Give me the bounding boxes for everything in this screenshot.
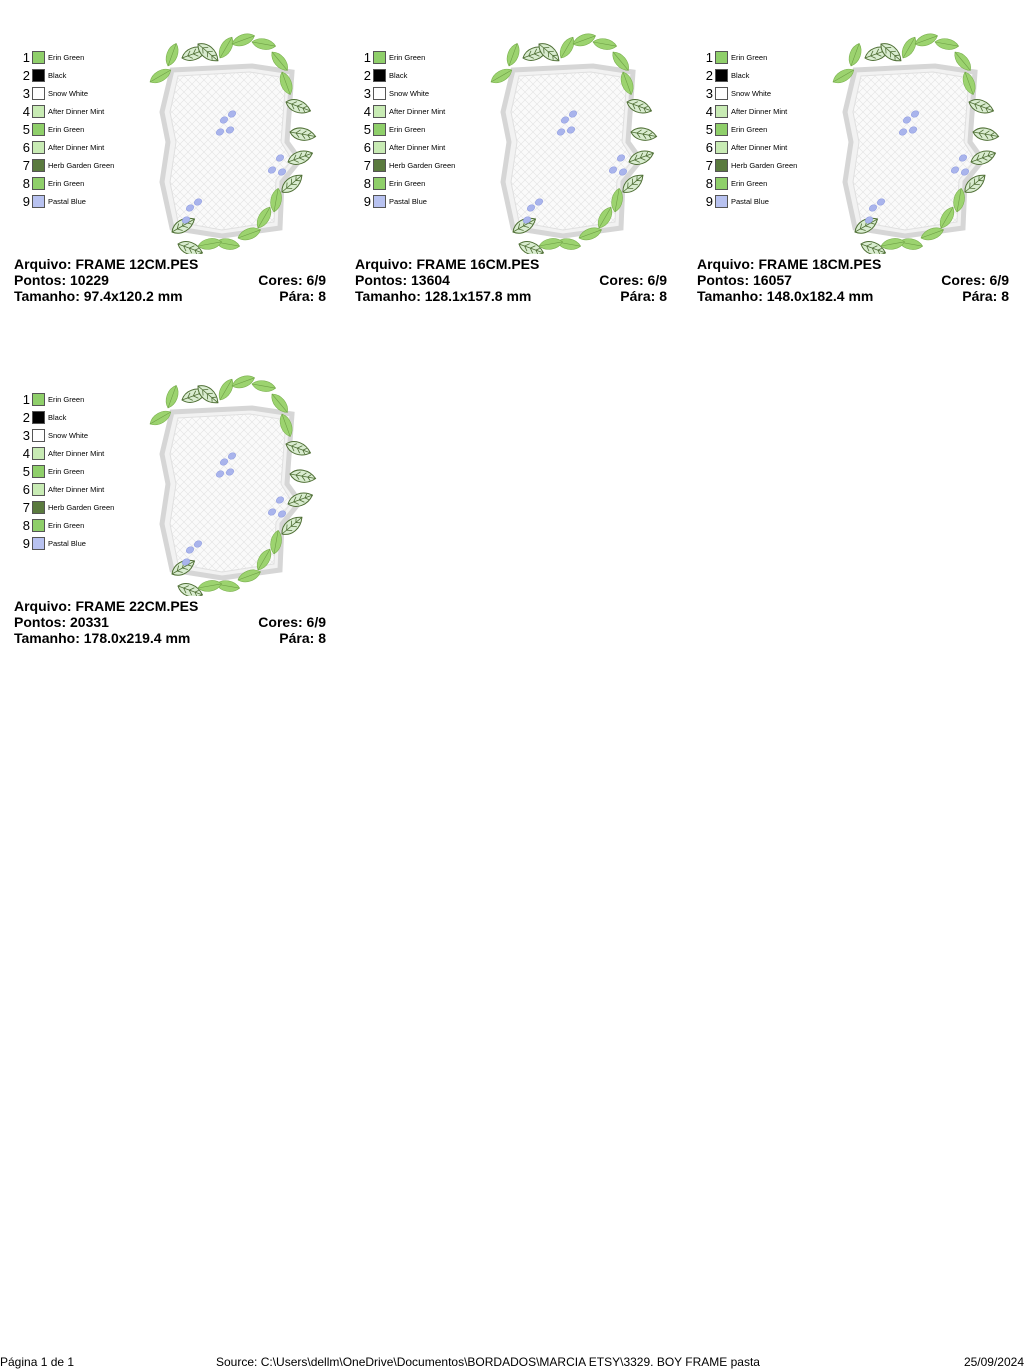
color-name: Black [389,71,408,80]
design-card [14,24,334,324]
stitch-count: Pontos: 10229 [14,272,109,288]
color-number: 8 [22,518,30,533]
thread-color-row [703,87,823,105]
thread-color-row [703,69,823,87]
color-number: 8 [363,176,371,191]
thread-color-list [20,51,140,213]
color-name: Erin Green [389,53,426,62]
thread-color-row [20,159,140,177]
color-number: 8 [705,176,713,191]
color-swatch [715,195,728,208]
thread-color-row [703,141,823,159]
color-number: 6 [705,140,713,155]
color-swatch [32,177,45,190]
color-swatch [32,69,45,82]
color-number: 3 [22,86,30,101]
thread-color-row [20,393,140,411]
file-name: Arquivo: FRAME 12CM.PES [14,256,199,272]
color-name: Erin Green [48,467,85,476]
color-count: Cores: 6/9 [258,272,326,288]
color-name: Erin Green [48,521,85,530]
color-number: 4 [705,104,713,119]
color-swatch [715,177,728,190]
design-info [14,256,334,304]
thread-color-row [20,411,140,429]
thread-color-row [361,159,481,177]
frame-artwork [473,32,673,254]
color-name: Black [731,71,750,80]
thread-color-row [20,69,140,87]
color-name: Herb Garden Green [731,161,798,170]
color-swatch [32,87,45,100]
color-number: 2 [22,410,30,425]
color-name: After Dinner Mint [48,485,105,494]
color-swatch [373,177,386,190]
thread-color-row [703,177,823,195]
color-name: Erin Green [48,53,85,62]
thread-color-row [20,519,140,537]
color-name: Pastal Blue [48,197,86,206]
color-swatch [32,537,45,550]
color-name: After Dinner Mint [731,107,788,116]
stop-count: Pára: 8 [962,288,1009,304]
color-swatch [373,141,386,154]
color-number: 1 [22,392,30,407]
color-name: After Dinner Mint [389,107,446,116]
color-number: 5 [22,464,30,479]
color-swatch [32,123,45,136]
design-card [14,366,334,666]
color-swatch [373,123,386,136]
file-name: Arquivo: FRAME 22CM.PES [14,598,199,614]
thread-color-row [703,123,823,141]
color-name: After Dinner Mint [48,449,105,458]
color-name: After Dinner Mint [731,143,788,152]
color-number: 6 [22,482,30,497]
color-swatch [715,69,728,82]
thread-color-row [20,105,140,123]
thread-color-row [361,195,481,213]
thread-color-row [20,177,140,195]
color-count: Cores: 6/9 [941,272,1009,288]
color-swatch [715,87,728,100]
color-count: Cores: 6/9 [258,614,326,630]
design-info [14,598,334,646]
color-name: Herb Garden Green [389,161,456,170]
thread-color-row [703,159,823,177]
thread-color-row [703,51,823,69]
thread-color-row [20,429,140,447]
thread-color-row [20,195,140,213]
color-name: Pastal Blue [389,197,427,206]
color-name: Snow White [48,431,89,440]
page-footer [0,1354,1024,1370]
color-swatch [32,159,45,172]
color-name: Erin Green [389,179,426,188]
frame-artwork [132,374,332,596]
color-swatch [32,195,45,208]
color-number: 3 [22,428,30,443]
stop-count: Pára: 8 [620,288,667,304]
color-number: 4 [22,446,30,461]
color-swatch [373,195,386,208]
color-swatch [715,141,728,154]
color-swatch [32,141,45,154]
thread-color-row [20,483,140,501]
color-name: Herb Garden Green [48,161,115,170]
color-swatch [32,105,45,118]
color-name: After Dinner Mint [48,143,105,152]
stop-count: Pára: 8 [279,288,326,304]
file-name: Arquivo: FRAME 18CM.PES [697,256,882,272]
color-number: 2 [705,68,713,83]
stitch-count: Pontos: 13604 [355,272,450,288]
thread-color-row [20,51,140,69]
thread-color-row [20,501,140,519]
color-name: Herb Garden Green [48,503,115,512]
color-number: 6 [363,140,371,155]
color-swatch [32,465,45,478]
color-number: 6 [22,140,30,155]
thread-color-list [361,51,481,213]
design-size: Tamanho: 97.4x120.2 mm [14,288,183,304]
color-swatch [373,69,386,82]
design-size: Tamanho: 128.1x157.8 mm [355,288,532,304]
color-name: Black [48,71,67,80]
color-swatch [373,87,386,100]
color-name: Snow White [731,89,772,98]
color-name: Erin Green [389,125,426,134]
frame-artwork [815,32,1015,254]
design-info [355,256,675,304]
thread-color-row [703,195,823,213]
color-swatch [715,51,728,64]
color-number: 1 [363,50,371,65]
color-number: 7 [705,158,713,173]
color-number: 2 [22,68,30,83]
thread-color-row [20,465,140,483]
color-name: Erin Green [48,125,85,134]
page-number: Página 1 de 1 [0,1355,75,1369]
design-size: Tamanho: 148.0x182.4 mm [697,288,874,304]
color-name: Erin Green [48,395,85,404]
color-swatch [32,501,45,514]
color-number: 9 [363,194,371,209]
color-swatch [32,429,45,442]
stitch-count: Pontos: 20331 [14,614,109,630]
color-name: Erin Green [731,125,768,134]
thread-color-row [361,123,481,141]
color-swatch [32,51,45,64]
design-size: Tamanho: 178.0x219.4 mm [14,630,191,646]
color-number: 2 [363,68,371,83]
color-name: Snow White [48,89,89,98]
thread-color-row [361,69,481,87]
color-name: After Dinner Mint [389,143,446,152]
color-number: 7 [363,158,371,173]
color-name: Erin Green [48,179,85,188]
color-swatch [373,105,386,118]
color-name: Snow White [389,89,430,98]
color-number: 5 [705,122,713,137]
thread-color-row [20,87,140,105]
color-number: 3 [705,86,713,101]
color-number: 5 [22,122,30,137]
color-number: 7 [22,158,30,173]
color-number: 7 [22,500,30,515]
color-number: 4 [22,104,30,119]
color-number: 1 [22,50,30,65]
thread-color-row [361,87,481,105]
thread-color-row [20,141,140,159]
print-date: 25/09/2024 [963,1355,1024,1369]
design-card [697,24,1017,324]
stop-count: Pára: 8 [279,630,326,646]
thread-color-row [361,141,481,159]
thread-color-row [361,177,481,195]
color-swatch [32,393,45,406]
thread-color-list [703,51,823,213]
color-name: After Dinner Mint [48,107,105,116]
color-swatch [32,447,45,460]
color-swatch [373,51,386,64]
color-number: 9 [705,194,713,209]
color-name: Erin Green [731,179,768,188]
color-count: Cores: 6/9 [599,272,667,288]
thread-color-row [361,51,481,69]
stitch-count: Pontos: 16057 [697,272,792,288]
color-number: 3 [363,86,371,101]
color-number: 9 [22,194,30,209]
color-swatch [715,105,728,118]
thread-color-row [361,105,481,123]
color-swatch [715,123,728,136]
color-name: Black [48,413,67,422]
thread-color-row [20,537,140,555]
design-card [355,24,675,324]
thread-color-row [703,105,823,123]
source-path: Source: C:\Users\dellm\OneDrive\Documentos\BORDADOS\MARCIA ETSY\3329. BOY FRAME pasta [216,1355,760,1369]
design-info [697,256,1017,304]
color-name: Erin Green [731,53,768,62]
color-swatch [32,483,45,496]
color-swatch [373,159,386,172]
color-number: 1 [705,50,713,65]
file-name: Arquivo: FRAME 16CM.PES [355,256,540,272]
color-swatch [715,159,728,172]
color-number: 5 [363,122,371,137]
color-swatch [32,519,45,532]
color-number: 9 [22,536,30,551]
color-name: Pastal Blue [731,197,769,206]
color-name: Pastal Blue [48,539,86,548]
thread-color-row [20,123,140,141]
color-number: 4 [363,104,371,119]
thread-color-list [20,393,140,555]
color-number: 8 [22,176,30,191]
thread-color-row [20,447,140,465]
frame-artwork [132,32,332,254]
color-swatch [32,411,45,424]
